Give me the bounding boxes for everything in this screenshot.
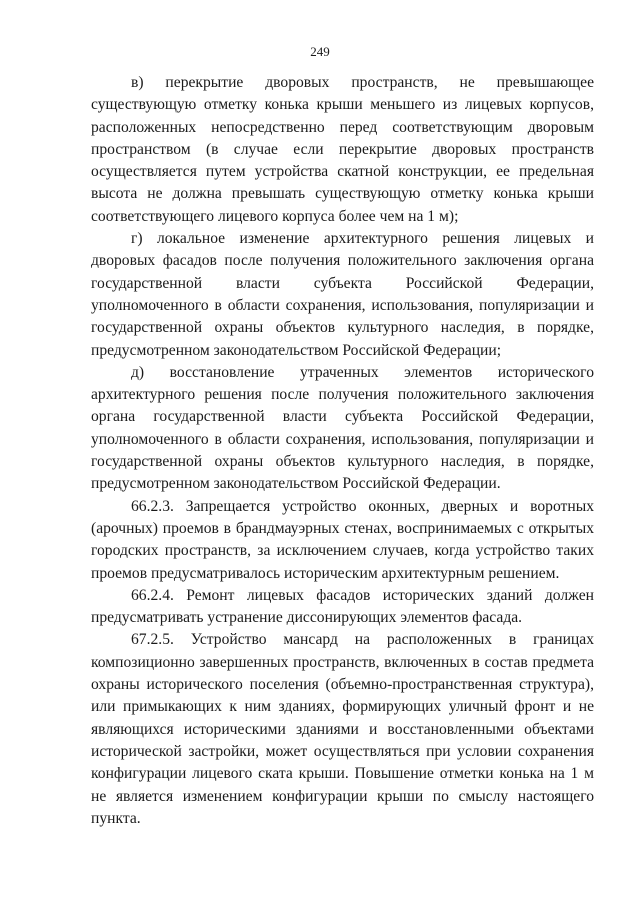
paragraph-item-d: д) восстановление утраченных элементов исторического архитектурного решения после получения положительного заключения органа государственной власти субъекта Российской Федерации, уполномоченного в области сохранения, использования, популяризации и государственной охраны объектов культурного наследия, в порядке, предусмотренном законодательством Российской Федерации. <box>91 363 594 493</box>
document-body <box>91 72 594 830</box>
paragraph-66-2-4: 66.2.4. Ремонт лицевых фасадов исторических зданий должен предусматривать устранение диссонирующих элементов фасада. <box>91 586 594 627</box>
page-number: 249 <box>310 44 330 59</box>
paragraph-66-2-3: 66.2.3. Запрещается устройство оконных, дверных и воротных (арочных) проемов в брандмауэрных стенах, воспринимаемых с открытых городских пространств, за исключением случаев, когда устройство таких проемов предусматривалось историческим архитектурным решением. <box>91 497 594 582</box>
paragraph-item-g: г) локальное изменение архитектурного решения лицевых и дворовых фасадов после получения положительного заключения органа государственной власти субъекта Российской Федерации, уполномоченного в области сохранения, использования, популяризации и государственной охраны объектов культурного наследия, в порядке, предусмотренном законодательством Российской Федерации; <box>91 230 594 359</box>
paragraph-67-2-5: 67.2.5. Устройство мансард на расположенных в границах композиционно завершенных пространств, включенных в состав предмета охраны исторического поселения (объемно-пространственная структура), или примыкающих к ним зданиях, формирующих уличный фронт и не являющихся историческими зданиями и восстановленными объектами исторической застройки, может осуществляться при условии сохранения конфигурации лицевого ската крыши. Повышение отметки конька на 1 м не является изменением конфигурации крыши по смыслу настоящего пункта. <box>91 631 594 827</box>
paragraph-item-v: в) перекрытие дворовых пространств, не превышающее существующую отметку конька крыши меньшего из лицевых корпусов, расположенных непосредственно перед соответствующим дворовым пространством (в случае если перекрытие дворовых пространств осуществляется путем устройства скатной конструкции, ее предельная высота не должна превышать существующую отметку конька крыши соответствующего лицевого корпуса более чем на 1 м); <box>91 74 594 225</box>
